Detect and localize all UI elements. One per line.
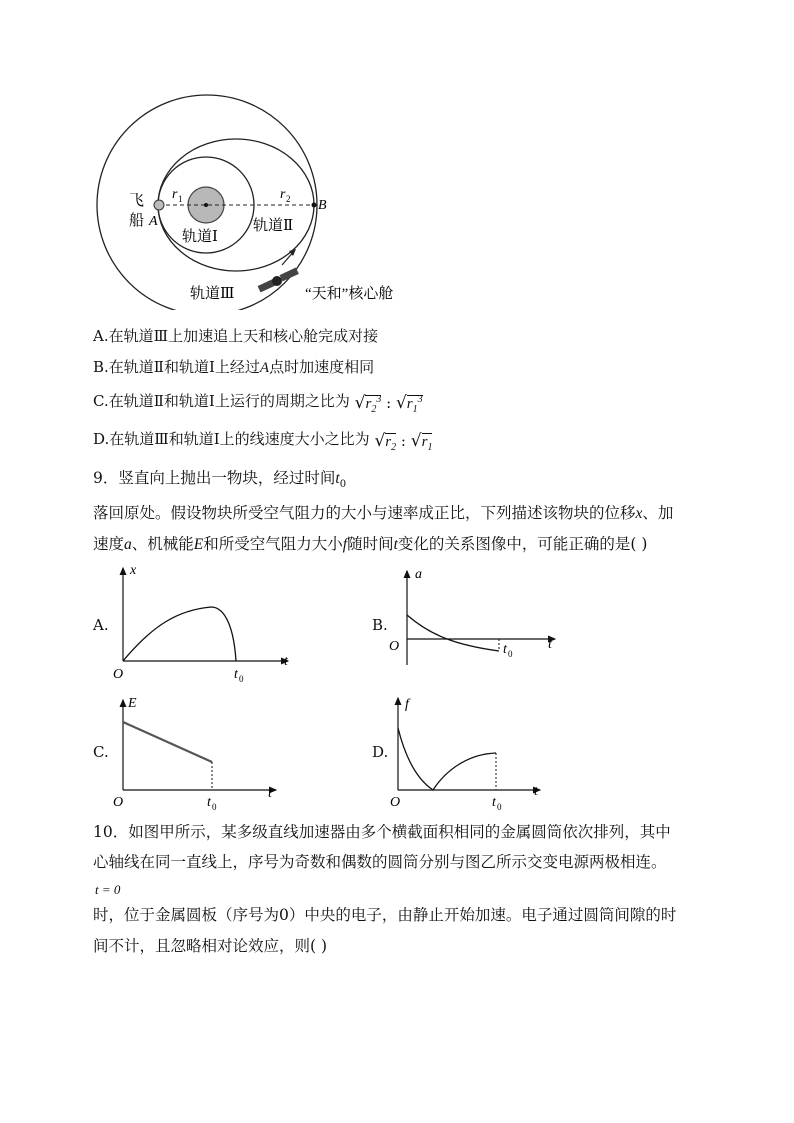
q9-line-3: 速度a、机械能E和所受空气阻力大小f随时间t变化的关系图像中，可能正确的是( ) [93, 535, 648, 553]
graph-b [385, 563, 565, 668]
svg-text:x: x [130, 563, 137, 578]
graph-d [388, 690, 553, 812]
label-a: A [149, 214, 158, 229]
q10-line-1: 10．如图甲所示，某多级直线加速器由多个横截面积相同的金属圆筒依次排列，其中 [93, 823, 671, 841]
svg-text:0: 0 [212, 802, 217, 812]
option-d-formula: $√r_2$ : $√r_1$ [374, 431, 433, 453]
svg-text:t: t [284, 654, 288, 669]
graph-b-label: B. [372, 616, 388, 634]
label-r2-sub: 2 [286, 194, 291, 204]
graph-a [108, 560, 303, 685]
svg-text:O: O [113, 795, 124, 810]
option-b [93, 356, 374, 377]
svg-text:t: t [503, 642, 507, 657]
orbit-1-label: 轨道Ⅰ [182, 229, 218, 245]
svg-text:O: O [113, 667, 124, 682]
q9-line-1: 9．竖直向上抛出一物块，经过时间$t_0$ [93, 469, 347, 491]
label-r1: r [172, 187, 178, 202]
option-b-pre: B.在轨道Ⅱ和轨道Ⅰ上经过 [93, 358, 260, 376]
option-d [93, 428, 432, 451]
svg-text:t: t [492, 795, 496, 810]
q10-line-3: 时，位于金属圆板（序号为0）中央的电子，由静止开始加速。电子通过圆筒间隙的时 [93, 906, 677, 924]
svg-text:E: E [128, 696, 137, 711]
graph-a-curve [123, 607, 236, 661]
svg-text:t: t [234, 667, 238, 682]
graph-a-label: A. [93, 616, 109, 634]
svg-text:t: t [268, 786, 272, 801]
svg-text:O: O [389, 639, 400, 654]
option-d-pre: D.在轨道Ⅲ和轨道Ⅰ上的线速度大小之比为 [93, 430, 370, 448]
graph-d-curve [398, 728, 496, 790]
option-c-pre: C.在轨道Ⅱ和轨道Ⅰ上运行的周期之比为 [93, 392, 350, 410]
svg-text:O: O [390, 795, 401, 810]
label-r2: r [280, 187, 286, 202]
point-b [312, 203, 317, 208]
label-b: B [318, 198, 327, 213]
option-b-post: 点时加速度相同 [269, 358, 375, 376]
station-label: “天和”核心舱 [305, 286, 394, 302]
orbit-2-label: 轨道Ⅱ [253, 218, 294, 234]
earth-center [204, 203, 208, 207]
option-c [93, 390, 423, 413]
spaceship-icon [154, 200, 164, 210]
graph-c-line [123, 722, 212, 762]
q10-t-eq: t = 0 [95, 882, 121, 897]
svg-text:0: 0 [508, 649, 513, 659]
option-c-formula: $√r_2^3$ : $√r_1^3$ [354, 393, 423, 415]
option-a: A.在轨道Ⅲ上加速追上天和核心舱完成对接 [93, 327, 379, 345]
svg-text:0: 0 [497, 802, 502, 812]
ship-label-2: 船 [129, 213, 145, 229]
svg-text:t: t [534, 784, 538, 799]
graph-c-label: C. [93, 743, 109, 761]
label-r1-sub: 1 [178, 194, 183, 204]
svg-text:t: t [207, 795, 211, 810]
q9-line-2: 落回原处。假设物块所受空气阻力的大小与速率成正比，下列描述该物块的位移x、加 [93, 504, 674, 522]
ship-label-1: 飞 [129, 193, 145, 209]
graph-d-label: D. [372, 743, 389, 761]
satellite-icon [258, 249, 299, 292]
graph-b-curve [407, 615, 499, 651]
svg-text:0: 0 [239, 674, 244, 684]
q10-line-4: 间不计，且忽略相对论效应，则( ) [93, 937, 328, 955]
svg-text:a: a [415, 567, 422, 582]
q10-line-2: 心轴线在同一直线上，序号为奇数和偶数的圆筒分别与图乙所示交变电源两极相连。 [93, 853, 667, 871]
graph-c [108, 692, 288, 812]
svg-text:f: f [405, 697, 409, 712]
option-b-var: A [259, 360, 270, 376]
orbit-figure [90, 85, 440, 310]
orbit-3-label: 轨道Ⅲ [190, 286, 235, 302]
svg-text:t: t [548, 637, 552, 652]
